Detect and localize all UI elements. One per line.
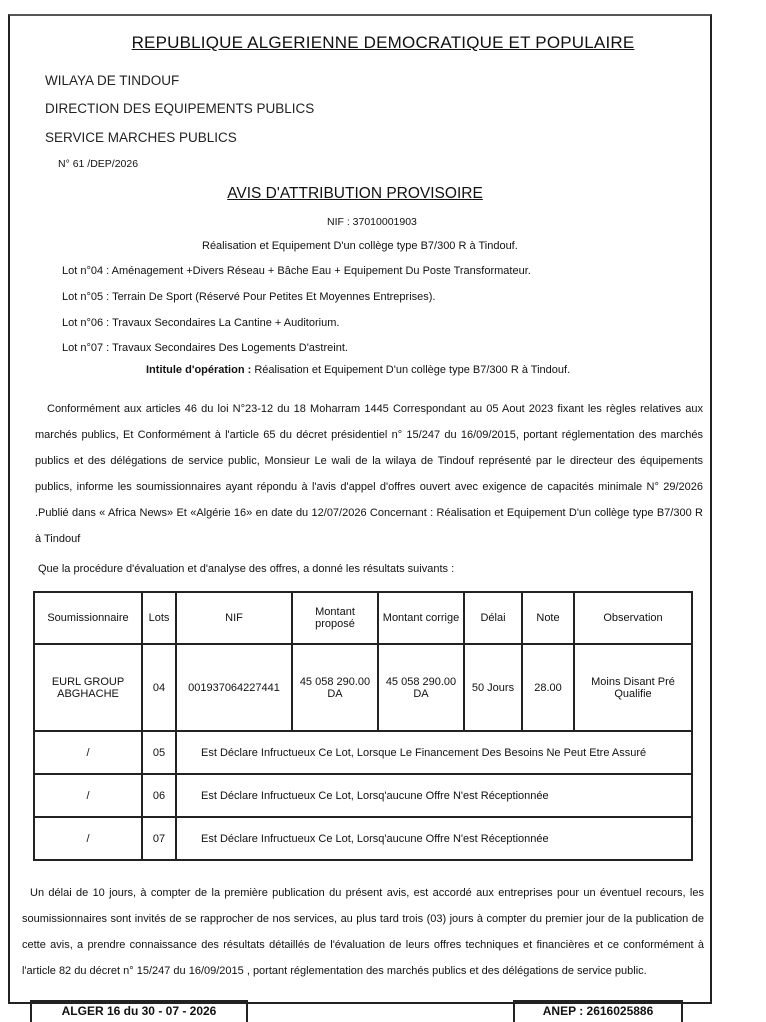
bidder-cell: / xyxy=(34,817,142,860)
paragraph-regulation: Conformément aux articles 46 du loi N°23-12 du 18 Moharram 1445 Correspondant au 05 Aout 2023 fixant les règles relatives aux marchés publics, Et Conformément à l'article 65 du décret présidentiel n° 15/247 du 16/09/2015, portant réglementation des marchés publics et des délégations de service public, Monsieur Le wali de la wilaya de Tindouf représenté par le directeur des équipements publics, informe les soumissionnaires ayant répondu à l'avis d'appel d'offres ouvert avec exigence de capacités minimale N° 29/2026 .Publié dans « Africa News» Et «Algérie 16» en date du 12/07/2026 Concernant : Réalisation et Equipement D'un collège type B7/300 R à Tindouf xyxy=(35,403,703,545)
notice-nif: NIF : 37010001903 xyxy=(327,216,417,228)
status-cell: Est Déclare Infructueux Ce Lot, Lorsq'aucune Offre N'est Réceptionnée xyxy=(176,817,692,860)
header-cell: Observation xyxy=(574,592,692,644)
operation-line xyxy=(146,364,570,376)
operation-value: Réalisation et Equipement D'un collège type B7/300 R à Tindouf. xyxy=(254,364,571,376)
lot-05: Lot n°05 : Terrain De Sport (Réservé Pour Petites Et Moyennes Entreprises). xyxy=(62,291,436,303)
note-cell: 28.00 xyxy=(522,644,574,731)
nif-cell: 001937064227441 xyxy=(176,644,292,731)
table-row xyxy=(34,644,692,731)
table-header-row xyxy=(34,592,692,644)
lot-cell: 04 xyxy=(142,644,176,731)
paragraph-recourse: Un délai de 10 jours, à compter de la première publication du présent avis, est accordé aux entreprises pour un éventuel recours, les soumissionnaires sont invités de se rapprocher de nos services, au plus tard trois (03) jours à compter du premier jour de la publication de cette avis, a prendre connaissance des résultats détaillés de l'évaluation de leurs offres techniques et financières et ce conformément à l'article 82 du décret n° 15/247 du 16/09/2015 , portant réglementation des marchés publics et des délégations de service public. xyxy=(22,887,704,977)
bidder-cell: / xyxy=(34,774,142,817)
header-cell: Note xyxy=(522,592,574,644)
bidder-cell: / xyxy=(34,731,142,774)
republic-title: REPUBLIQUE ALGERIENNE DEMOCRATIQUE ET POPULAIRE xyxy=(131,33,635,52)
direction-label: DIRECTION DES EQUIPEMENTS PUBLICS xyxy=(45,101,315,116)
notice-title: AVIS D'ATTRIBUTION PROVISOIRE xyxy=(227,185,483,202)
header-cell: Soumissionnaire xyxy=(34,592,142,644)
header-cell: NIF xyxy=(176,592,292,644)
operation-label: Intitule d'opération : xyxy=(146,364,252,376)
results-intro: Que la procédure d'évaluation et d'analyse des offres, a donné les résultats suivants : xyxy=(38,563,455,575)
results-table xyxy=(33,591,693,861)
lot-cell: 06 xyxy=(142,774,176,817)
status-cell: Est Déclare Infructueux Ce Lot, Lorsque Le Financement Des Besoins Ne Peut Etre Assuré xyxy=(176,731,692,774)
delay-cell: 50 Jours xyxy=(464,644,522,731)
service-label: SERVICE MARCHES PUBLICS xyxy=(45,130,237,145)
header-cell: Délai xyxy=(464,592,522,644)
proposed-amount-cell: 45 058 290.00 DA xyxy=(292,644,378,731)
lot-07: Lot n°07 : Travaux Secondaires Des Logements D'astreint. xyxy=(62,342,348,354)
header-cell: Montant corrige xyxy=(378,592,464,644)
lot-06: Lot n°06 : Travaux Secondaires La Cantine + Auditorium. xyxy=(62,317,340,329)
reference-number: N° 61 /DEP/2026 xyxy=(58,158,139,170)
header-cell: Lots xyxy=(142,592,176,644)
lot-04: Lot n°04 : Aménagement +Divers Réseau + Bâche Eau + Equipement Du Poste Transformateur. xyxy=(62,265,531,277)
corrected-amount-cell: 45 058 290.00 DA xyxy=(378,644,464,731)
status-cell: Est Déclare Infructueux Ce Lot, Lorsq'aucune Offre N'est Réceptionnée xyxy=(176,774,692,817)
anep-footer: ANEP : 2616025886 xyxy=(513,1000,683,1022)
table-row xyxy=(34,817,692,860)
observation-cell: Moins Disant Pré Qualifie xyxy=(574,644,692,731)
bidder-cell: EURL GROUP ABGHACHE xyxy=(34,644,142,731)
project-title: Réalisation et Equipement D'un collège type B7/300 R à Tindouf. xyxy=(202,240,518,252)
table-row xyxy=(34,731,692,774)
table-row xyxy=(34,774,692,817)
publication-footer: ALGER 16 du 30 - 07 - 2026 xyxy=(30,1000,248,1022)
lot-cell: 05 xyxy=(142,731,176,774)
lot-cell: 07 xyxy=(142,817,176,860)
header-cell: Montant proposé xyxy=(292,592,378,644)
wilaya-label: WILAYA DE TINDOUF xyxy=(45,73,180,88)
